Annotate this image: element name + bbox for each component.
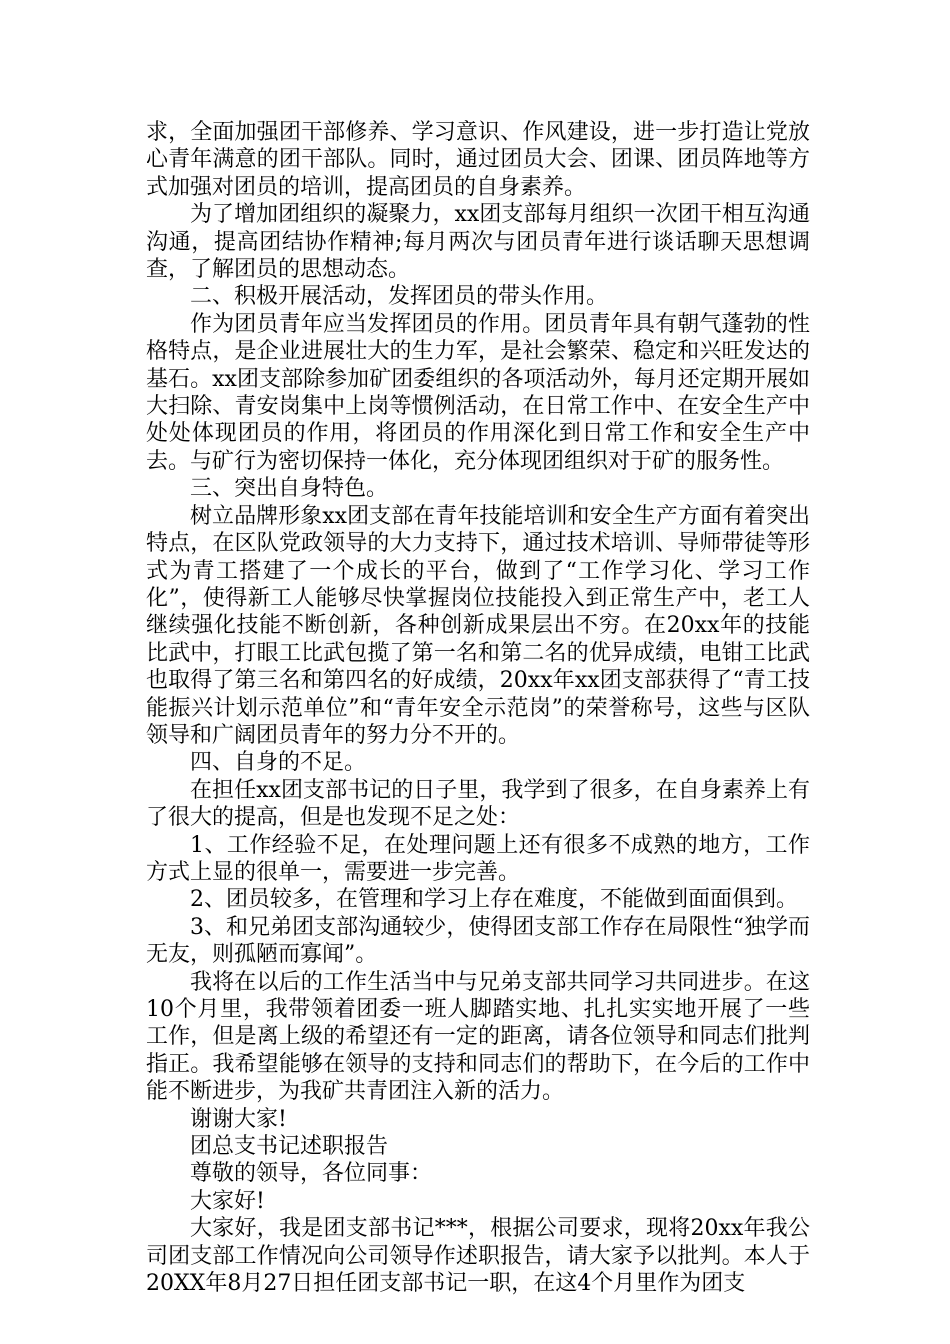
greeting: 大家好!	[190, 1188, 265, 1214]
paragraph: 大家好，我是团支部书记***，根据公司要求，现将20xx年我公司团支部工作情况向公司领导作述职报告，请大家予以批判。本人于20XX年8月27日担任团支部书记一职，在这4个月里作为团支	[146, 1216, 810, 1297]
section-heading: 二、积极开展活动，发挥团员的带头作用。	[190, 284, 609, 310]
paragraph: 树立品牌形象xx团支部在青年技能培训和安全生产方面有着突出特点，在区队党政领导的大力支持下，通过技术培训、导师带徒等形式为青工搭建了一个成长的平台，做到了“工作学习化、学习工作化”，使得新工人能够尽快掌握岗位技能投入到正常生产中，老工人继续强化技能不断创新，各种创新成果层出不穷。在20xx年的技能比武中，打眼工比武包揽了第一名和第二名的优异成绩，电钳工比武也取得了第三名和第四名的好成绩，20xx年xx团支部获得了“青工技能振兴计划示范单位”和“青年安全示范岗”的荣誉称号，这些与区队领导和广阔团员青年的努力分不开的。	[146, 503, 810, 748]
section-heading: 四、自身的不足。	[190, 750, 367, 776]
section-heading: 三、突出自身特色。	[190, 476, 389, 502]
list-item: 3、和兄弟团支部沟通较少，使得团支部工作存在局限性“独学而无友，则孤陋而寡闻”。	[146, 914, 810, 968]
list-item: 1、工作经验不足，在处理问题上还有很多不成熟的地方，工作方式上显的很单一，需要进一步完善。	[146, 832, 810, 885]
paragraph: 求，全面加强团干部修养、学习意识、作风建设，进一步打造让党放心青年满意的团干部队。同时，通过团员大会、团课、团员阵地等方式加强对团员的培训，提高团员的自身素养。	[146, 120, 810, 200]
paragraph: 为了增加团组织的凝聚力，xx团支部每月组织一次团干相互沟通沟通，提高团结协作精神;每月两次与团员青年进行谈话聊天思想调查，了解团员的思想动态。	[146, 202, 810, 283]
paragraph: 作为团员青年应当发挥团员的作用。团员青年具有朝气蓬勃的性格特点，是企业进展壮大的生力军，是社会繁荣、稳定和兴旺发达的基石。xx团支部除参加矿团委组织的各项活动外，每月还定期开展如大扫除、青安岗集中上岗等惯例活动，在日常工作中、在安全生产中处处体现团员的作用，将团员的作用深化到日常工作和安全生产中去。与矿行为密切保持一体化，充分体现团组织对于矿的服务性。	[146, 311, 810, 474]
paragraph: 我将在以后的工作生活当中与兄弟支部共同学习共同进步。在这10个月里，我带领着团委一班人脚踏实地、扎扎实实地开展了一些工作，但是离上级的希望还有一定的距离，请各位领导和同志们批判指正。我希望能够在领导的支持和同志们的帮助下，在今后的工作中能不断进步，为我矿共青团注入新的活力。	[146, 969, 810, 1105]
list-item: 2、团员较多，在管理和学习上存在难度，不能做到面面俱到。	[190, 887, 798, 913]
report-title: 团总支书记述职报告	[190, 1134, 389, 1160]
salutation: 尊敬的领导，各位同事：	[190, 1161, 433, 1187]
paragraph: 在担任xx团支部书记的日子里，我学到了很多，在自身素养上有了很大的提高，但是也发现不足之处：	[146, 777, 810, 831]
closing-line: 谢谢大家!	[190, 1106, 287, 1132]
document-page	[146, 119, 810, 1297]
